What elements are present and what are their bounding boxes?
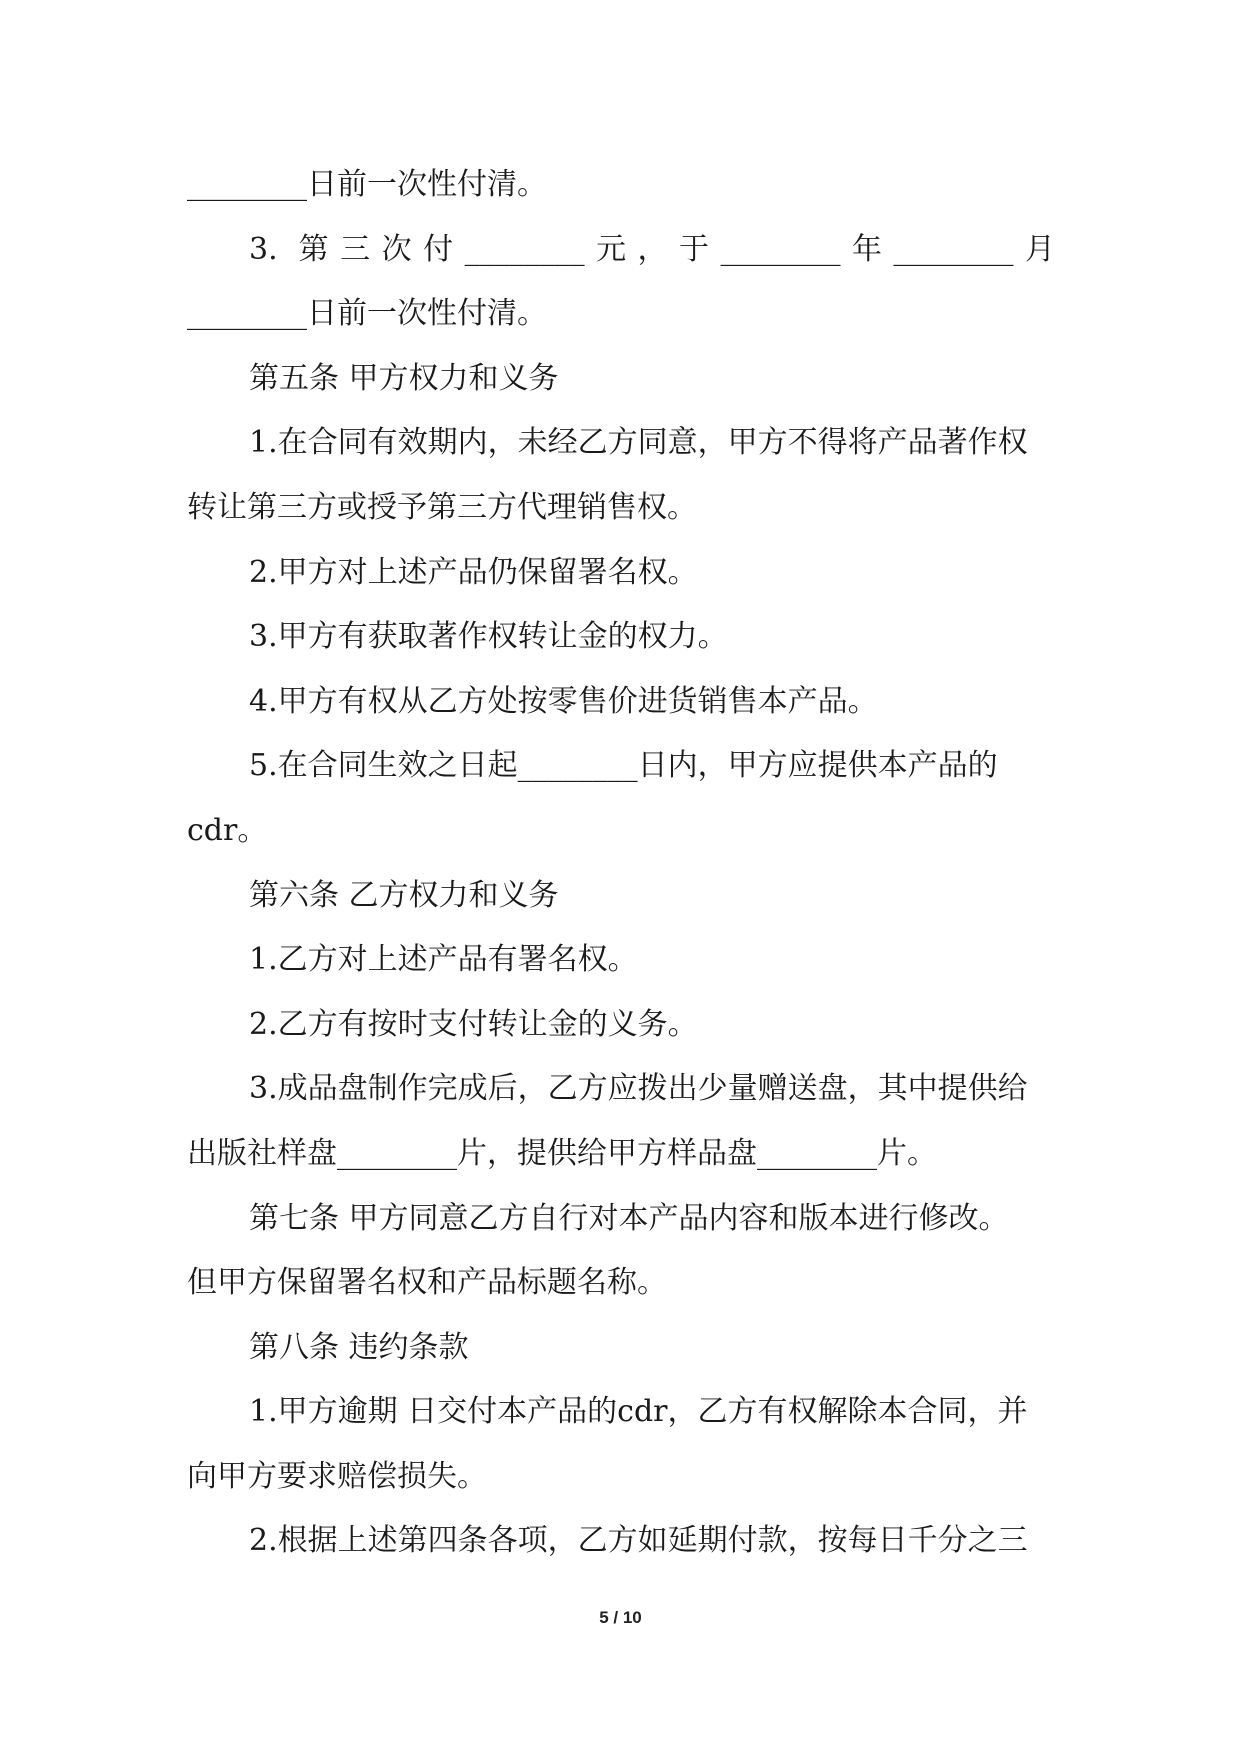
text-line: 2.乙方有按时支付转让金的义务。: [249, 1006, 698, 1042]
section-heading-article-6: 第六条 乙方权力和义务: [249, 877, 559, 913]
text-line: 3.甲方有获取著作权转让金的权力。: [249, 619, 728, 655]
text-line: ________日前一次性付清。: [187, 167, 547, 202]
text-line: 但甲方保留署名权和产品标题名称。: [187, 1265, 667, 1301]
section-heading-article-5: 第五条 甲方权力和义务: [249, 360, 559, 396]
text-line: 3. 第三次付________元，于________年________月: [249, 231, 1055, 267]
text-line: 1.乙方对上述产品有署名权。: [249, 942, 638, 978]
contract-body: [187, 153, 1055, 1574]
text-line: 出版社样盘________片，提供给甲方样品盘________片。: [187, 1135, 937, 1171]
text-line: cdr。: [187, 812, 268, 848]
text-line: 3.成品盘制作完成后，乙方应拨出少量赠送盘，其中提供给: [249, 1071, 1028, 1107]
section-heading-article-8: 第八条 违约条款: [249, 1329, 469, 1365]
text-line: 4.甲方有权从乙方处按零售价进货销售本产品。: [249, 683, 878, 719]
text-line: 2.甲方对上述产品仍保留署名权。: [249, 554, 698, 590]
text-line: 1.甲方逾期 日交付本产品的cdr，乙方有权解除本合同，并: [249, 1394, 1028, 1430]
page-number: 5 / 10: [599, 1608, 642, 1627]
section-heading-article-7: 第七条 甲方同意乙方自行对本产品内容和版本进行修改。: [249, 1200, 1009, 1236]
text-line: 2.根据上述第四条各项，乙方如延期付款，按每日千分之三: [249, 1523, 1028, 1559]
text-line: ________日前一次性付清。: [187, 296, 547, 332]
text-line: 1.在合同有效期内，未经乙方同意，甲方不得将产品著作权: [249, 425, 1028, 461]
text-line: 转让第三方或授予第三方代理销售权。: [187, 489, 697, 525]
text-line: 5.在合同生效之日起________日内，甲方应提供本产品的: [249, 748, 998, 784]
text-line: 向甲方要求赔偿损失。: [187, 1458, 487, 1494]
